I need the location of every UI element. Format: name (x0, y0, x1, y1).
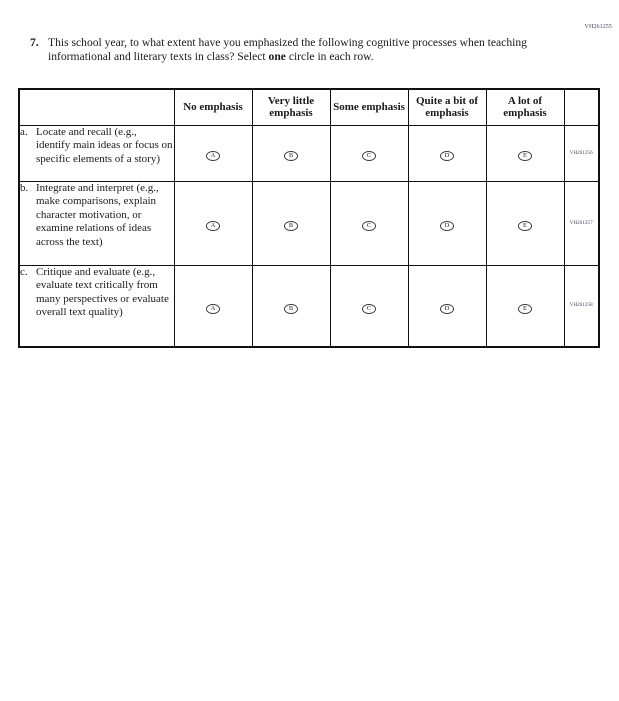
cell-a-very-little (252, 125, 330, 181)
cell-c-some (330, 265, 408, 347)
row-label-a (19, 125, 174, 181)
option-circle-a-B[interactable]: B (284, 151, 298, 161)
header-no-emphasis: No emphasis (174, 89, 252, 125)
cell-b-a-lot (486, 181, 564, 265)
question-block (30, 36, 535, 64)
cell-a-quite-a-bit (408, 125, 486, 181)
option-circle-b-D[interactable]: D (440, 221, 454, 231)
table-row-locate-and-recall (19, 125, 599, 181)
row-text-b: Integrate and interpret (e.g., make comparisons, explain character motivation, or examine relations of ideas across the text) (36, 181, 159, 248)
option-circle-b-C[interactable]: C (362, 221, 376, 231)
cell-b-no-emphasis (174, 181, 252, 265)
option-circle-a-A[interactable]: A (206, 151, 220, 161)
cell-a-some (330, 125, 408, 181)
option-circle-c-E[interactable]: E (518, 304, 532, 314)
header-very-little-emphasis: Very little emphasis (252, 89, 330, 125)
header-empty-corner (19, 89, 174, 125)
question-text-before: This school year, to what extent have you emphasized the following cognitive processes when teaching informational and literary texts in class? Select (48, 36, 527, 63)
option-circle-b-E[interactable]: E (518, 221, 532, 231)
cell-b-some (330, 181, 408, 265)
row-text-a: Locate and recall (e.g., identify main ideas or focus on specific elements of a story) (36, 125, 173, 165)
header-quite-a-bit-of-emphasis: Quite a bit of emphasis (408, 89, 486, 125)
row-letter-c: c. (20, 265, 28, 278)
row-code-c: VH261258 (564, 265, 599, 347)
row-letter-b: b. (20, 181, 29, 194)
header-a-lot-of-emphasis: A lot of emphasis (486, 89, 564, 125)
option-circle-a-E[interactable]: E (518, 151, 532, 161)
row-code-b: VH261257 (564, 181, 599, 265)
option-circle-b-A[interactable]: A (206, 221, 220, 231)
cell-c-very-little (252, 265, 330, 347)
cell-b-quite-a-bit (408, 181, 486, 265)
option-circle-c-A[interactable]: A (206, 304, 220, 314)
option-circle-c-D[interactable]: D (440, 304, 454, 314)
option-circle-a-D[interactable]: D (440, 151, 454, 161)
header-some-emphasis: Some emphasis (330, 89, 408, 125)
option-circle-c-B[interactable]: B (284, 304, 298, 314)
question-bold-word: one (268, 50, 286, 63)
option-circle-a-C[interactable]: C (362, 151, 376, 161)
question-text (48, 36, 535, 64)
header-code-column (564, 89, 599, 125)
emphasis-matrix-table (18, 88, 600, 348)
cell-b-very-little (252, 181, 330, 265)
row-code-a: VH261256 (564, 125, 599, 181)
cell-c-a-lot (486, 265, 564, 347)
option-circle-b-B[interactable]: B (284, 221, 298, 231)
cell-c-quite-a-bit (408, 265, 486, 347)
question-text-after: circle in each row. (285, 50, 374, 63)
question-number: 7. (30, 36, 39, 49)
table-row-integrate-and-interpret (19, 181, 599, 265)
row-label-c (19, 265, 174, 347)
row-label-b (19, 181, 174, 265)
cell-a-a-lot (486, 125, 564, 181)
header-row (19, 89, 599, 125)
page-admin-code: VH261255 (584, 24, 612, 30)
table-row-critique-and-evaluate (19, 265, 599, 347)
cell-a-no-emphasis (174, 125, 252, 181)
cell-c-no-emphasis (174, 265, 252, 347)
row-letter-a: a. (20, 125, 28, 138)
option-circle-c-C[interactable]: C (362, 304, 376, 314)
row-text-c: Critique and evaluate (e.g., evaluate text critically from many perspectives or evaluate overall text quality) (36, 265, 169, 318)
